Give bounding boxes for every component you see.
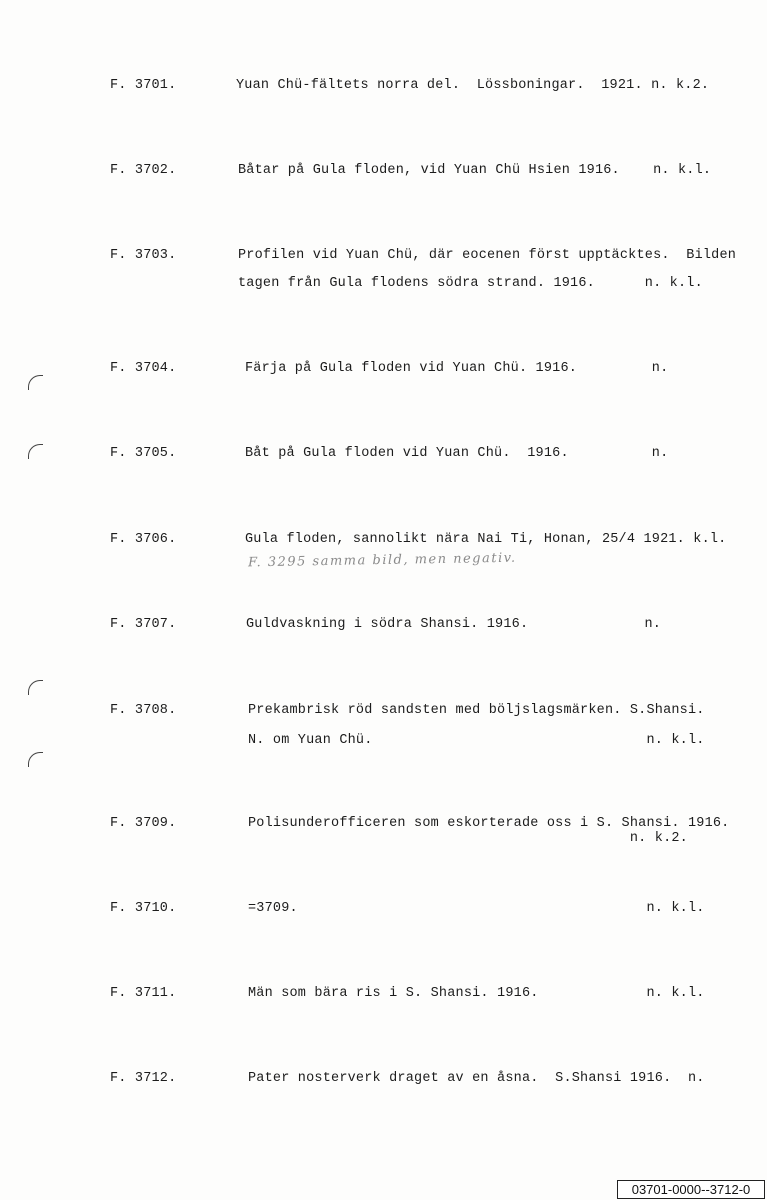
entry-number: F. 3705. (110, 446, 177, 461)
binder-mark (28, 752, 43, 767)
entry-number: F. 3701. (110, 78, 177, 93)
entry-text: Män som bära ris i S. Shansi. 1916. n. k.l. (248, 986, 705, 1001)
binder-mark (28, 375, 43, 390)
entry-text-line2: n. k.2. (248, 831, 688, 846)
entry-number: F. 3711. (110, 986, 177, 1001)
binder-mark (28, 444, 43, 459)
entry-number: F. 3702. (110, 163, 177, 178)
entry-text: Yuan Chü-fältets norra del. Lössboningar. 1921. n. k.2. (236, 78, 710, 93)
entry-text-line2: tagen från Gula flodens södra strand. 1916. n. k.l. (238, 276, 703, 291)
handwritten-annotation: F. 3295 samma bild, men negativ. (247, 550, 517, 571)
entry-number: F. 3712. (110, 1071, 177, 1086)
entry-text: Gula floden, sannolikt nära Nai Ti, Honan, 25/4 1921. k.l. (245, 532, 727, 547)
entry-number: F. 3706. (110, 532, 177, 547)
entry-number: F. 3704. (110, 361, 177, 376)
entry-number: F. 3709. (110, 816, 177, 831)
entry-text: =3709. n. k.l. (248, 901, 705, 916)
entry-number: F. 3708. (110, 703, 177, 718)
binder-mark (28, 680, 43, 695)
entry-text: Färja på Gula floden vid Yuan Chü. 1916. n. (245, 361, 669, 376)
entry-text: Båt på Gula floden vid Yuan Chü. 1916. n. (245, 446, 669, 461)
entry-number: F. 3710. (110, 901, 177, 916)
entry-text: Guldvaskning i södra Shansi. 1916. n. (246, 617, 662, 632)
entry-text: Båtar på Gula floden, vid Yuan Chü Hsien 1916. n. k.l. (238, 163, 712, 178)
entry-text: Polisunderofficeren som eskorterade oss i S. Shansi. 1916. (248, 816, 730, 831)
entry-text: Profilen vid Yuan Chü, där eocenen först upptäcktes. Bilden (238, 248, 737, 263)
entry-text-line2: N. om Yuan Chü. n. k.l. (248, 733, 705, 748)
entry-text: Pater nosterverk draget av en åsna. S.Shansi 1916. n. (248, 1071, 705, 1086)
entry-text: Prekambrisk röd sandsten med böljslagsmärken. S.Shansi. (248, 703, 705, 718)
entry-number: F. 3707. (110, 617, 177, 632)
entry-number: F. 3703. (110, 248, 177, 263)
archive-id-stamp: 03701-0000--3712-0 (617, 1180, 765, 1199)
